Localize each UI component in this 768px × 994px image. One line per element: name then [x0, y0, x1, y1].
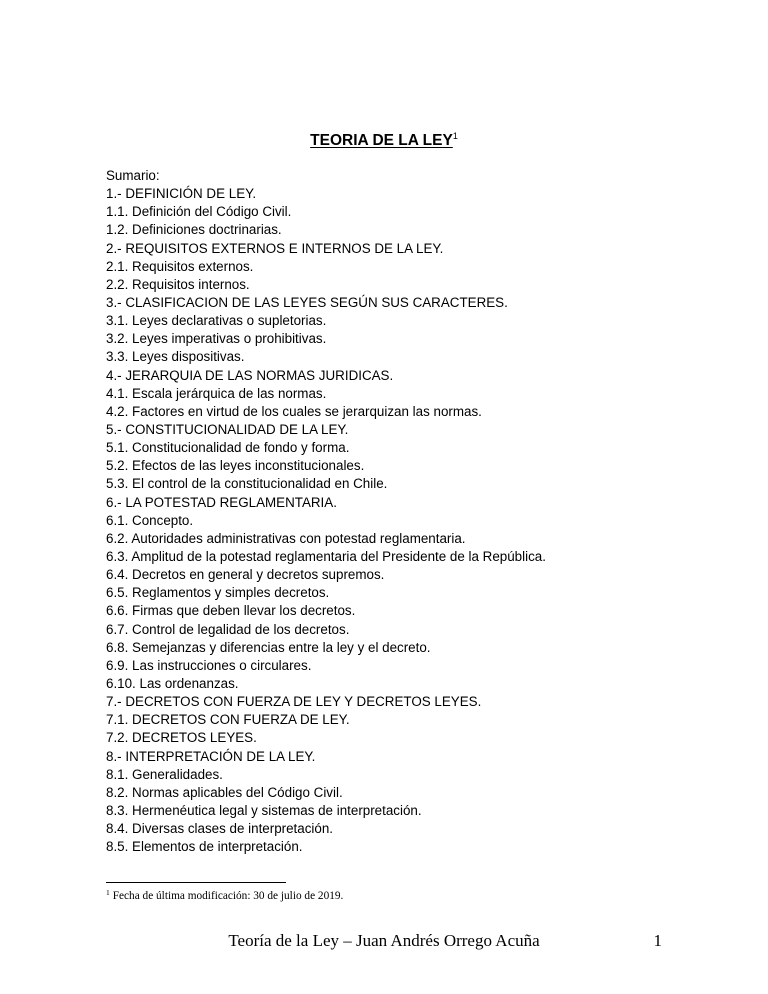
toc-item: 6.10. Las ordenanzas. [106, 675, 239, 691]
toc-item: 5.- CONSTITUCIONALIDAD DE LA LEY. [106, 421, 349, 437]
toc-item: 2.2. Requisitos internos. [106, 276, 250, 292]
title-footnote-ref: 1 [452, 131, 458, 141]
toc-item: 8.3. Hermenéutica legal y sistemas de interpretación. [106, 802, 422, 818]
footnote-text: Fecha de última modificación: 30 de julio de 2019. [112, 890, 344, 902]
document-title [0, 131, 768, 151]
toc-item: 7.- DECRETOS CON FUERZA DE LEY Y DECRETOS LEYES. [106, 694, 482, 710]
toc-item: 1.2. Definiciones doctrinarias. [106, 222, 282, 238]
page-footer [0, 930, 768, 952]
toc-item: 7.2. DECRETOS LEYES. [106, 730, 257, 746]
toc-item: 1.1. Definición del Código Civil. [106, 204, 292, 220]
toc-item: 8.2. Normas aplicables del Código Civil. [106, 784, 343, 800]
toc-item: 7.1. DECRETOS CON FUERZA DE LEY. [106, 712, 350, 728]
toc-item: 8.5. Elementos de interpretación. [106, 839, 303, 855]
page-number: 1 [653, 931, 662, 950]
table-of-contents [106, 167, 546, 856]
toc-item: 6.- LA POTESTAD REGLAMENTARIA. [106, 494, 337, 510]
toc-item: 6.8. Semejanzas y diferencias entre la ley y el decreto. [106, 639, 431, 655]
toc-item: 6.1. Concepto. [106, 512, 194, 528]
toc-item: 3.3. Leyes dispositivas. [106, 349, 245, 365]
toc-item: 6.4. Decretos en general y decretos supremos. [106, 567, 385, 583]
footnote-separator [106, 882, 286, 883]
toc-item: 2.- REQUISITOS EXTERNOS E INTERNOS DE LA LEY. [106, 240, 444, 256]
toc-item: 3.1. Leyes declarativas o supletorias. [106, 313, 327, 329]
toc-item: 2.1. Requisitos externos. [106, 258, 254, 274]
toc-item: 8.1. Generalidades. [106, 766, 223, 782]
toc-item: 6.3. Amplitud de la potestad reglamentaria del Presidente de la República. [106, 548, 546, 564]
toc-item: 6.2. Autoridades administrativas con potestad reglamentaria. [106, 530, 466, 546]
footer-title: Teoría de la Ley – Juan Andrés Orrego Acuña [228, 931, 540, 950]
footnote [106, 889, 343, 903]
toc-item: 4.2. Factores en virtud de los cuales se jerarquizan las normas. [106, 403, 482, 419]
toc-item: 5.3. El control de la constitucionalidad en Chile. [106, 476, 388, 492]
toc-item: 4.1. Escala jerárquica de las normas. [106, 385, 327, 401]
toc-item: 6.6. Firmas que deben llevar los decretos. [106, 603, 356, 619]
toc-heading: Sumario: [106, 168, 160, 183]
document-title-text: TEORIA DE LA LEY [310, 132, 453, 149]
toc-item: 4.- JERARQUIA DE LAS NORMAS JURIDICAS. [106, 367, 394, 383]
toc-item: 5.1. Constitucionalidad de fondo y forma. [106, 440, 350, 456]
toc-item: 3.- CLASIFICACION DE LAS LEYES SEGÚN SUS CARACTERES. [106, 294, 508, 310]
toc-item: 1.- DEFINICIÓN DE LEY. [106, 186, 257, 202]
toc-item: 3.2. Leyes imperativas o prohibitivas. [106, 331, 327, 347]
toc-item: 6.7. Control de legalidad de los decretos. [106, 621, 350, 637]
toc-item: 8.- INTERPRETACIÓN DE LA LEY. [106, 748, 316, 764]
footnote-number: 1 [106, 888, 110, 897]
toc-item: 8.4. Diversas clases de interpretación. [106, 821, 334, 837]
toc-item: 5.2. Efectos de las leyes inconstitucionales. [106, 458, 365, 474]
toc-item: 6.5. Reglamentos y simples decretos. [106, 585, 330, 601]
toc-item: 6.9. Las instrucciones o circulares. [106, 657, 312, 673]
